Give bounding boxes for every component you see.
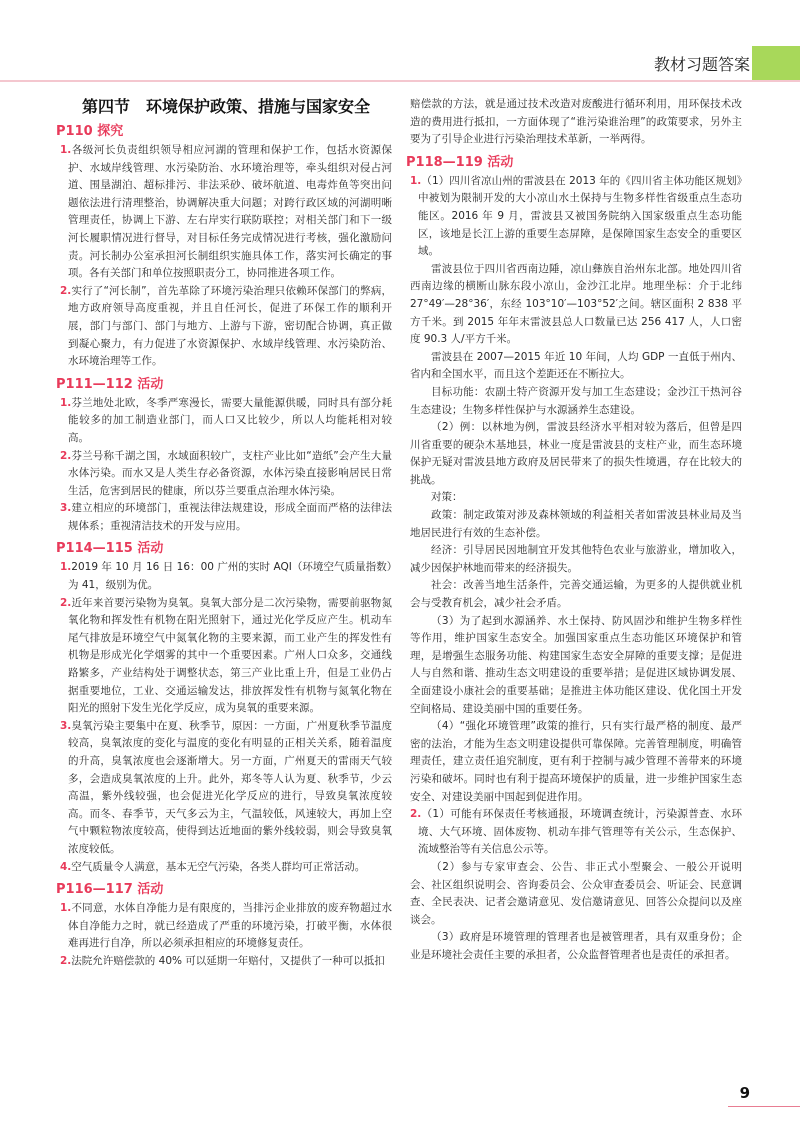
heading-p111: P111—112 活动 xyxy=(56,376,164,392)
right-column xyxy=(406,96,742,965)
paragraph: 雷波县在 2007—2015 年近 10 年间，人均 GDP 一直低于州内、省内和全国水平，而且这个差距还在不断拉大。 xyxy=(410,350,742,381)
paragraph: （3）为了起到水源涵养、水土保持、防风固沙和维护生物多样性等作用，维护国家生态安全。加强国家重点生态功能区环境保护和管理，是增强生态服务功能、构建国家生态安全屏障的重要支撑；是促进人与自然和谐、推动生态文明建设的重要举措；是促进区域协调发展、全面建设小康社会的重要基础；是推进主体功能区建设、优化国土开发空间格局、建设美丽中国的重要任务。 xyxy=(410,614,742,715)
continued-paragraph: 赔偿款的方法，就是通过技术改造对废酸进行循环利用，用环保技术改造的费用进行抵扣，一方面体现了“谁污染谁治理”的政策要求，另外主要为了引导企业进行污染治理技术革新，一举两得。 xyxy=(410,98,742,146)
item-number: 1. xyxy=(60,144,72,156)
item-text: 臭氧污染主要集中在夏、秋季节，原因：一方面，广州夏秋季节温度较高，臭氧浓度的变化与温度的变化有明显的正相关关系，随着温度的升高，臭氧浓度也会逐渐增大。另一方面，广州夏天的雷雨天气较多，会造成臭氧浓度的上升。此外，郑冬等人认为夏、秋季节，少云高温，紫外线较强，也会促进光化学反应的进行，导致臭氧浓度较高。而冬、春季节，天气多云为主，气温较低，风速较大，再加上空气中颗粒物浓度较高，使得到达近地面的紫外线较弱，则会导致臭氧浓度较低。 xyxy=(68,719,392,855)
list-item xyxy=(60,448,392,501)
list-item xyxy=(410,173,742,261)
item-number: 1. xyxy=(60,561,72,574)
left-column xyxy=(56,96,392,971)
list-item xyxy=(60,953,392,971)
paragraph: 政策：制定政策对涉及森林领域的利益相关者如雷波县林业局及当地居民进行有效的生态补偿。 xyxy=(410,509,742,539)
item-number: 3. xyxy=(60,502,72,515)
item-text: 建立相应的环境部门，重视法律法规建设，形成全面而严格的法律法规体系；重视清洁技术的开发与应用。 xyxy=(68,502,392,532)
item-number: 2. xyxy=(410,808,422,821)
paragraph: 经济：引导居民因地制宜开发其他特色农业与旅游业，增加收入，减少因保护林地而带来的经济损失。 xyxy=(410,544,742,574)
paragraph: 社会：改善当地生活条件，完善交通运输，为更多的人提供就业机会与受教育机会，减少社会矛盾。 xyxy=(410,579,742,610)
heading-p118: P118—119 活动 xyxy=(406,154,514,170)
item-number: 2. xyxy=(60,284,72,297)
paragraph: （2）例：以林地为例，雷波县经济水平相对较为落后，但曾是四川省重要的硬杂木基地县，林业一度是雷波县的支柱产业，而生态环境保护无疑对雷波县地方政府及居民带来了的损失性境遇，存在比较大的挑战。 xyxy=(410,421,742,486)
item-text: （1）可能有环保责任考核通报，环境调查统计，污染源普查、水环境、大气环境、固体废物、机动车排气管理等有关公示，生态保护、流域整治等有关信息公示等。 xyxy=(418,808,742,856)
item-number: 4. xyxy=(60,860,72,873)
list-item xyxy=(60,595,392,718)
heading-p110: P110 探究 xyxy=(56,124,124,139)
paragraph: （3）政府是环境管理的管理者也是被管理者，具有双重身份；企业是环境社会责任主要的承担者，公众监督管理者也是责任的承担者。 xyxy=(410,931,742,961)
heading-p116: P116—117 活动 xyxy=(56,882,164,898)
item-text: 法院允许赔偿款的 40% 可以延期一年赔付，又提供了一种可以抵扣 xyxy=(71,954,385,967)
list-item xyxy=(60,559,392,594)
paragraph: （2）参与专家审查会、公告、非正式小型聚会、一般公开说明会、社区组织说明会、咨询委员会、公众审查委员会、听证会、民意调查、全民表决、记者会邀请意见、发信邀请意见、回答公众提问以及座谈会。 xyxy=(410,860,742,926)
item-text: 各级河长负责组织领导相应河湖的管理和保护工作，包括水资源保护、水域岸线管理、水污染防治、水环境治理等，牵头组织对侵占河道、围垦湖泊、超标排污、非法采砂、破坏航道、电毒炸鱼等突出问题依法进行清理整治，协调解决重大问题；对跨行政区域的河湖明晰管理责任，协调上下游、左右岸实行联防联控；对相关部门和下一级河长履职情况进行督导，对目标任务完成情况进行考核，强化激励问责。河长制办公室承担河长制组织实施具体工作，落实河长确定的事项。各有关部门和单位按照职责分工，协同推进各项工作。 xyxy=(68,144,392,280)
item-number: 1. xyxy=(410,174,422,187)
item-text: 不同意，水体自净能力是有限度的，当排污企业排放的废弃物超过水体自净能力之时，就已经造成了严重的环境污染，打破平衡，水体很难再进行自净，所以必须承担相应的环境修复责任。 xyxy=(68,902,392,950)
paragraph: 对策： xyxy=(431,491,463,504)
item-text: （1）四川省凉山州的雷波县在 2013 年的《四川省主体功能区规划》中被划为限制开发的大小凉山水土保持与生物多样性省级重点生态功能区。2016 年 9 月，雷波县又被国务院纳入国家级重点生态功能区，该地是长江上游的重要生态屏障，是保障国家生态安全的重要区域。 xyxy=(418,174,742,258)
item-text: 芬兰地处北欧，冬季严寒漫长，需要大量能源供暖，同时具有部分耗能较多的加工制造业部门，而人口又比较少，所以人均能耗相对较高。 xyxy=(68,396,392,444)
heading-p114: P114—115 活动 xyxy=(56,541,164,557)
list-item xyxy=(60,283,392,371)
footer-line xyxy=(728,1106,800,1107)
item-text: 2019 年 10 月 16 日 16：00 广州的实时 AQI（环境空气质量指数）为 41，级别为优。 xyxy=(68,561,392,592)
page-number: 9 xyxy=(739,1084,750,1102)
list-item xyxy=(60,900,392,953)
item-number: 1. xyxy=(60,902,72,915)
list-item xyxy=(60,859,392,877)
item-text: 近年来首要污染物为臭氧。臭氧大部分是二次污染物，需要前驱物氮氧化物和挥发性有机物在阳光照射下，通过光化学反应产生。机动车尾气排放是环境空气中氮氧化物的主要来源，而工业产生的挥发性有机物是形成光化学烟雾的其中一个重要因素。广州人口众多，交通线路繁多，产业结构处于调整状态，第三产业比重上升，但是工业仍占据重要地位，工业、交通运输发达，排放挥发性有机物与氮氧化物在阳光的照射下发生光化学反应，成为臭氧的重要来源。 xyxy=(68,596,392,715)
item-number: 2. xyxy=(60,449,72,462)
paragraph: 目标功能：农副土特产资源开发与加工生态建设；金沙江干热河谷生态建设；生物多样性保护与水源涵养生态建设。 xyxy=(410,385,742,416)
item-number: 3. xyxy=(60,719,72,732)
item-text: 空气质量令人满意，基本无空气污染，各类人群均可正常活动。 xyxy=(71,860,366,873)
list-item xyxy=(410,806,742,859)
item-text: 芬兰号称千湖之国，水域面积较广，支柱产业比如“造纸”会产生大量水体污染。而水又是人类生存必备资源，水体污染直接影响居民日常生活，危害到居民的健康，所以芬兰要重点治理水体污染。 xyxy=(68,449,392,497)
list-item xyxy=(60,142,392,283)
item-number: 1. xyxy=(60,396,72,409)
item-number: 2. xyxy=(60,596,72,609)
list-item xyxy=(60,718,392,859)
paragraph: （4）“强化环境管理”政策的推行，只有实行最严格的制度、最严密的法治，才能为生态文明建设提供可靠保障。完善管理制度，明确管理责任，建立责任追究制度，更有利于控制与减少管理不善带来的环境污染和破坏。同时也有利于提高环境保护的质量，进一步维护国家生态安全、对建设美丽中国起到促进作用。 xyxy=(410,720,742,803)
item-number: 2. xyxy=(60,954,72,967)
list-item xyxy=(60,395,392,448)
header-label: 教材习题答案 xyxy=(653,55,750,74)
list-item xyxy=(60,500,392,535)
paragraph: 雷波县位于四川省西南边陲，凉山彝族自治州东北部。地处四川省西南边缘的横断山脉东段小凉山，金沙江北岸。地理坐标：介于北纬 27°49′—28°36′，东经 103°10′—103°52′之间。辖区面积 2 838 平方千米。到 2015 年年末雷波县总人口数量已达 256 417 人，人口密度 90.3 人/平方千米。 xyxy=(410,262,742,346)
item-text: 实行了“河长制”，首先革除了环境污染治理只依赖环保部门的弊病，地方政府领导高度重视，并且自任河长，促进了环保工作的顺利开展，部门与部门、部门与地方、上游与下游，密切配合协调，真正做到凝心聚力，有力促进了水资源保护、水域岸线管理、水污染防治、水环境治理等工作。 xyxy=(68,284,392,368)
section-title: 第四节 环境保护政策、措施与国家安全 xyxy=(81,97,370,116)
header-accent-block xyxy=(752,46,800,80)
